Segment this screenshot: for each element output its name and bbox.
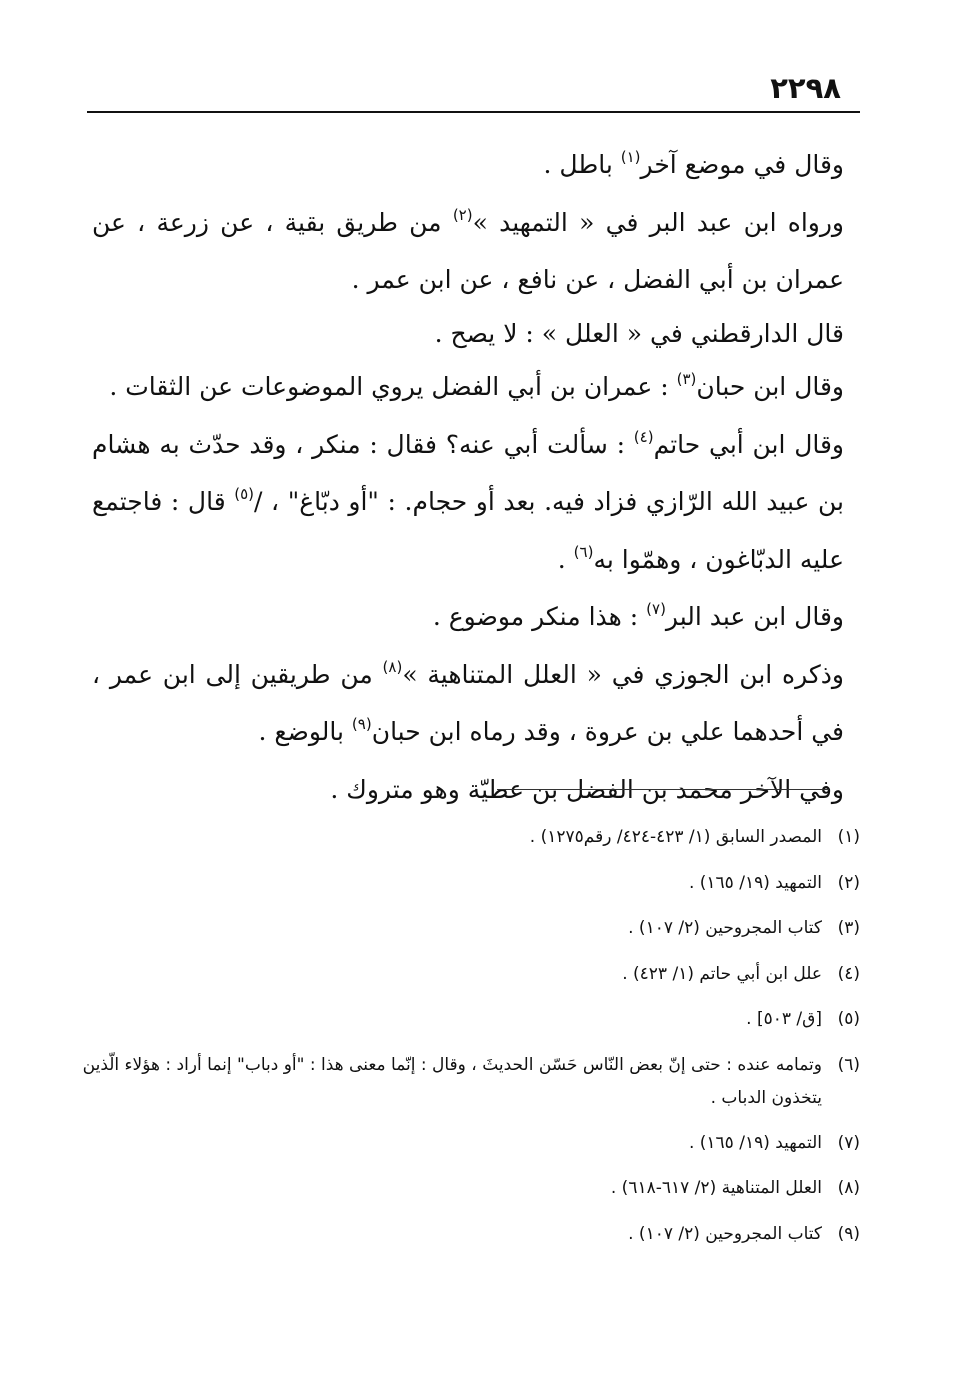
paragraph — [92, 590, 862, 648]
footnote-reference[interactable]: (٤) — [633, 427, 654, 446]
footnote-reference[interactable]: (٨) — [382, 657, 403, 676]
text-segment: : هذا منكر موضوع . — [432, 602, 647, 631]
text-segment: وقال في موضع آخر — [640, 150, 844, 179]
paragraph — [92, 138, 862, 196]
footnote-reference[interactable]: (٦) — [573, 542, 594, 561]
paragraph — [92, 360, 862, 418]
footnote-item — [80, 861, 860, 907]
footnote-separator — [497, 789, 829, 790]
paragraph — [92, 418, 862, 591]
footnote-number: (١) — [837, 827, 860, 847]
text-segment: : سألت أبي عنه؟ فقال : منكر ، وقد حدّث به هشام بن عبيد الله الرّازي فزاد فيه. بعد أو حجام. : "أو دبّاغ" ، / — [92, 429, 844, 516]
footnote-text: كتاب المجروحين (٢/ ١٠٧) . — [628, 1223, 822, 1244]
text-segment: . — [557, 544, 574, 574]
text-segment: وذكره ابن الجوزي في « العلل المتناهية » — [402, 659, 844, 689]
footnote-text: [ق/ ٥٠٣] . — [746, 1009, 822, 1029]
footnote-number: (٦) — [837, 1054, 860, 1075]
footnote-item — [80, 1166, 860, 1212]
footnote-number: (٧) — [837, 1132, 860, 1153]
page-number: ٢٢٩٨ — [770, 71, 841, 105]
footnote-reference[interactable]: (٣) — [676, 370, 697, 388]
header-divider — [87, 111, 860, 113]
footnote-text: وتمامه عنده : حتى إنّ بعض النّاس حَسّن الحديثَ ، وقال : إنّما معنى هذا : "أو دباب" إنما أراد : هؤلاء الّذين يتخذون الدباب . — [82, 1054, 822, 1108]
footnote-item — [80, 815, 860, 861]
footnote-item — [80, 906, 860, 952]
text-segment: وقال ابن عبد البر — [665, 602, 844, 631]
text-segment: من طريق بقية ، عن زرعة ، عن عمران بن أبي الفضل ، عن نافع ، عن ابن عمر . — [92, 207, 844, 294]
text-segment: ورواه ابن عبد البر في « التمهيد » — [472, 207, 845, 237]
main-text — [92, 138, 862, 816]
text-segment: وقال ابن حبان — [696, 372, 844, 401]
footnote-reference[interactable]: (٥) — [234, 485, 255, 503]
text-segment: قال الدارقطني في « العلل » : لا يصح . — [434, 318, 844, 348]
footnote-number: (٤) — [837, 963, 860, 984]
footnote-text: العلل المتناهية (٢/ ٦١٧-٦١٨) . — [610, 1178, 822, 1198]
paragraph — [92, 307, 862, 361]
footnote-text: كتاب المجروحين (٢/ ١٠٧) . — [628, 918, 822, 938]
footnote-reference[interactable]: (٩) — [351, 715, 372, 733]
footnote-item — [80, 952, 860, 998]
footnote-item — [80, 997, 860, 1043]
footnote-number: (٣) — [837, 918, 860, 938]
footnote-text: المصدر السابق (١/ ٤٢٣-٤٢٤/ رقم١٢٧٥) . — [529, 827, 822, 847]
text-segment: قال : فاجتمع عليه الدبّاغون ، وهمّوا به — [92, 487, 844, 574]
footnote-number: (٢) — [837, 872, 860, 893]
footnote-number: (٥) — [837, 1009, 860, 1029]
text-segment: باطل . — [543, 150, 621, 179]
footnotes-section — [80, 815, 860, 1257]
footnote-item — [80, 1212, 860, 1258]
text-segment: وقال ابن أبي حاتم — [653, 429, 844, 459]
footnote-text: التمهيد (١٩/ ١٦٥) . — [688, 1132, 822, 1153]
paragraph — [92, 196, 862, 307]
footnote-reference[interactable]: (٢) — [452, 205, 473, 224]
text-segment: : عمران بن أبي الفضل يروي الموضوعات عن الثقات . — [109, 372, 677, 401]
text-segment: من طريقين إلى ابن عمر ، في أحدهما علي بن عروة ، وقد رماه ابن حبان — [92, 659, 844, 746]
text-segment: بالوضع . — [258, 717, 352, 746]
footnote-text: علل ابن أبي حاتم (١/ ٤٢٣) . — [622, 963, 822, 984]
footnote-item — [80, 1043, 860, 1121]
footnote-number: (٨) — [837, 1178, 860, 1198]
footnote-item — [80, 1121, 860, 1167]
footnote-reference[interactable]: (٧) — [646, 600, 666, 618]
footnote-text: التمهيد (١٩/ ١٦٥) . — [688, 872, 822, 893]
footnote-number: (٩) — [837, 1223, 860, 1244]
paragraph — [92, 648, 862, 763]
text-segment: وفي الآخر محمد بن الفضل بن عطيّة وهو متروك . — [330, 774, 844, 804]
footnote-reference[interactable]: (١) — [620, 148, 641, 166]
